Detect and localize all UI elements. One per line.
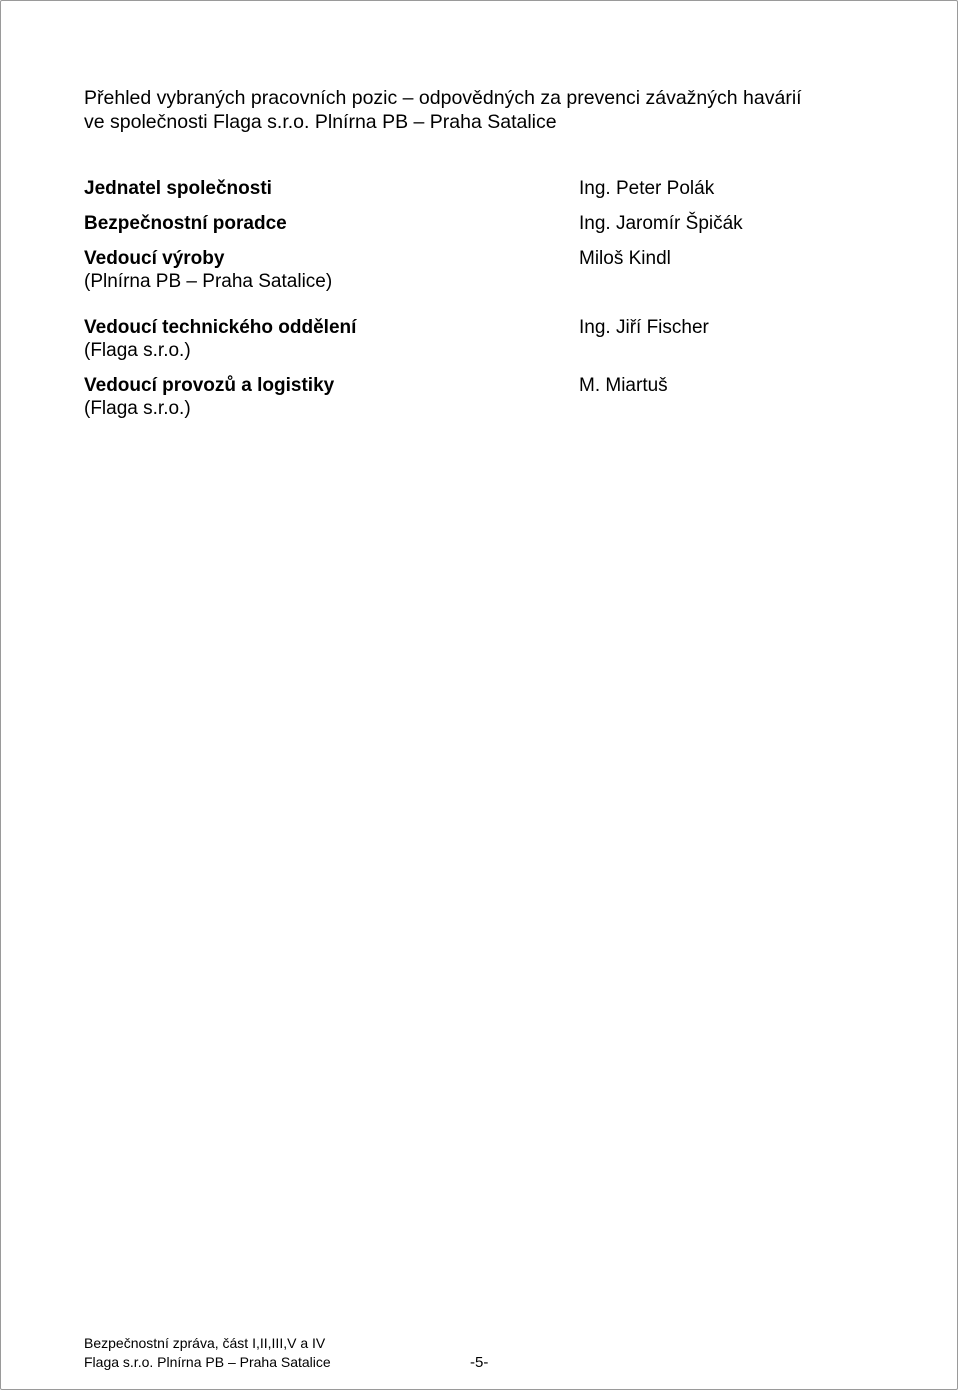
role-subtitle: (Plnírna PB – Praha Satalice) <box>84 271 333 292</box>
role-subtitle: (Flaga s.r.o.) <box>84 340 191 361</box>
page-footer <box>84 1334 684 1372</box>
person-name: M. Miartuš <box>579 375 668 396</box>
position-row <box>84 247 332 293</box>
person-name: Ing. Jaromír Špičák <box>579 213 743 234</box>
role-title: Bezpečnostní poradce <box>84 213 287 234</box>
person-name: Miloš Kindl <box>579 248 671 269</box>
person-name: Ing. Jiří Fischer <box>579 317 709 338</box>
footer-report-title: Bezpečnostní zpráva, část I,II,III,V a IV <box>84 1335 326 1351</box>
role-subtitle: (Flaga s.r.o.) <box>84 398 191 419</box>
role-title: Vedoucí technického oddělení <box>84 317 357 338</box>
position-row <box>84 374 334 420</box>
person-name: Ing. Peter Polák <box>579 178 715 199</box>
role-title: Vedoucí výroby <box>84 248 225 269</box>
position-row <box>84 212 287 235</box>
title-line-1: Přehled vybraných pracovních pozic – odpovědných za prevenci závažných havárií <box>84 87 802 109</box>
position-row <box>84 177 272 200</box>
position-row <box>84 316 356 362</box>
role-title: Vedoucí provozů a logistiky <box>84 375 335 396</box>
footer-line-2 <box>84 1353 684 1372</box>
document-title <box>84 86 904 134</box>
role-title: Jednatel společnosti <box>84 178 272 199</box>
footer-company: Flaga s.r.o. Plnírna PB – Praha Satalice <box>84 1354 331 1370</box>
page-number: -5- <box>470 1354 489 1371</box>
title-line-2: ve společnosti Flaga s.r.o. Plnírna PB – Praha Satalice <box>84 111 557 133</box>
